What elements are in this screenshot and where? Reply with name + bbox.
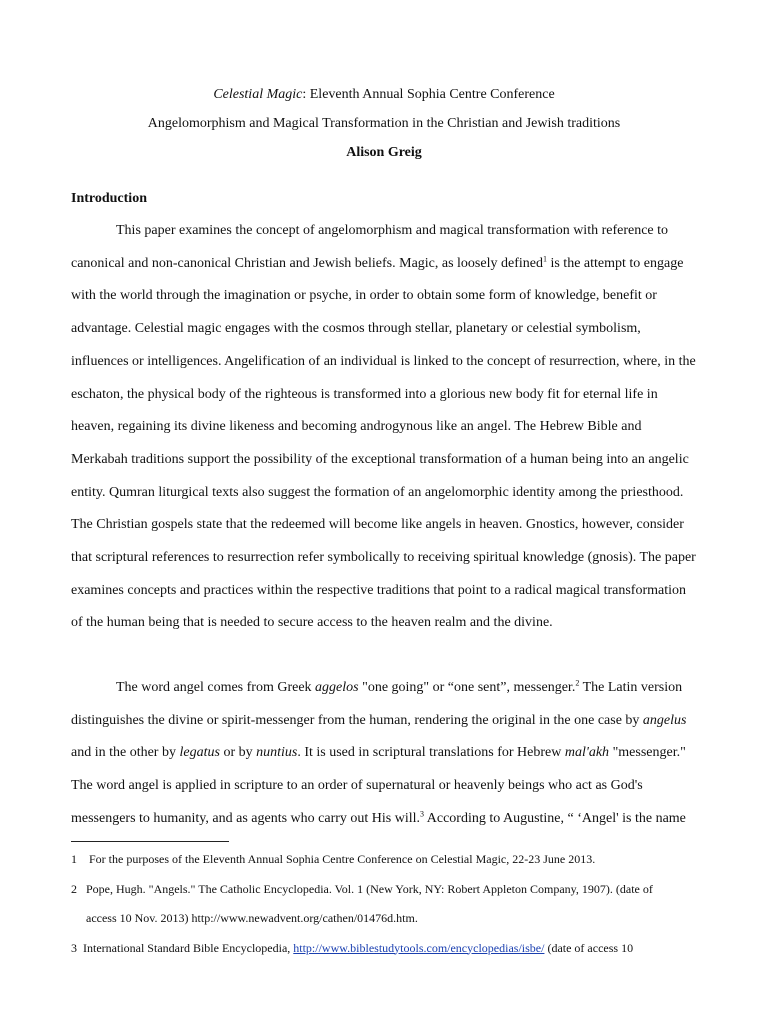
paper-subtitle: Angelomorphism and Magical Transformation in the Christian and Jewish traditions [147,116,621,131]
author-name: Alison Greig [346,145,422,160]
para2-text: "one going" or “one sent”, messenger. [358,680,576,695]
para2-text: "messenger." The word angel is applied in scripture to an order of supernatural or heavenly beings who act as God's messengers to humanity, and as agents who carry out His will. [71,745,686,826]
footnote-separator [71,841,229,842]
footnote-text: Pope, Hugh. "Angels." The Catholic Encyclopedia. Vol. 1 (New York, NY: Robert Appleton Company, 1907). (date of [86,881,653,896]
section-heading-introduction: Introduction [71,191,147,206]
footnote-number: 3 [71,940,77,955]
para2-text: The Latin version distinguishes the divine or spirit-messenger from the human, rendering the original in the one case by [71,680,683,728]
title-italic: Celestial Magic [213,87,303,102]
para2-italic-legatus: legatus [179,745,220,761]
para2-text: According to Augustine, “ ‘Angel' is the name [424,810,686,826]
paragraph-2 [71,672,697,836]
para2-italic-angelus: angelus [642,712,687,728]
footnote-2 [71,875,711,905]
footnote-text: International Standard Bible Encyclopedia, [83,940,294,955]
footnote-ref-2: 2 [575,678,580,688]
para1-text-b: is the attempt to engage with the world through the imagination or psyche, in order to obtain some form of knowledge, benefit or advantage. Celestial magic engages with the cosmos through stellar, planetary or celestial symbolism, influences or intelligences. Angelification of an individual is linked to the concept of resurrection, where, in the eschaton, the physical body of the righteous is transformed into a glorious new body fit for eternal life in heaven, regaining its divine likeness and becoming androgynous like an angel. The Hebrew Bible and Merkabah traditions support the possibility of the exceptional transformation of a human being into an angelic entity. Qumran liturgical texts also suggest the formation of an angelomorphic identity among the priesthood. The Christian gospels state that the redeemed will become like angels in heaven. Gnostics, however, consider that scriptural references to resurrection refer symbolically to receiving spiritual knowledge (gnosis). The paper examines concepts and practices within the respective traditions that point to a radical magical transformation of the human being that is needed to secure access to the heaven realm and the divine. [71,255,696,631]
para2-text: or by [219,745,257,761]
para2-text: . It is used in scriptural translations for Hebrew [297,745,565,761]
footnote-link-isbe[interactable]: http://www.biblestudytools.com/encyclopedias/isbe/ [293,940,545,955]
footnote-number: 1 [71,852,77,866]
footnote-text: (date of access 10 [544,940,634,955]
footnote-text: For the purposes of the Eleventh Annual Sophia Centre Conference on Celestial Magic, 22-23 June 2013. [89,852,596,866]
footnote-number: 2 [71,881,77,896]
paragraph-1 [71,215,697,640]
footnote-ref-1: 1 [542,254,547,264]
footnote-2-continuation: access 10 Nov. 2013) http://www.newadvent.org/cathen/01476d.htm. [86,911,418,925]
footnotes [71,845,711,963]
para1-text-a: This paper examines the concept of angelomorphism and magical transformation with reference to canonical and non-canonical Christian and Jewish beliefs. Magic, as loosely defined [71,223,669,271]
footnote-ref-3: 3 [420,809,425,819]
footnote-1 [71,845,711,875]
para2-text: The word angel comes from Greek [116,680,316,695]
title-rest: : Eleventh Annual Sophia Centre Conference [302,87,555,102]
title-block [0,86,768,173]
paper-title [0,86,768,115]
para2-italic-malakh: mal'akh [564,745,610,761]
para2-italic-nuntius: nuntius [256,745,298,761]
footnote-3 [71,934,711,964]
para2-text: and in the other by [71,745,180,761]
para2-italic-aggelos: aggelos [315,680,359,695]
